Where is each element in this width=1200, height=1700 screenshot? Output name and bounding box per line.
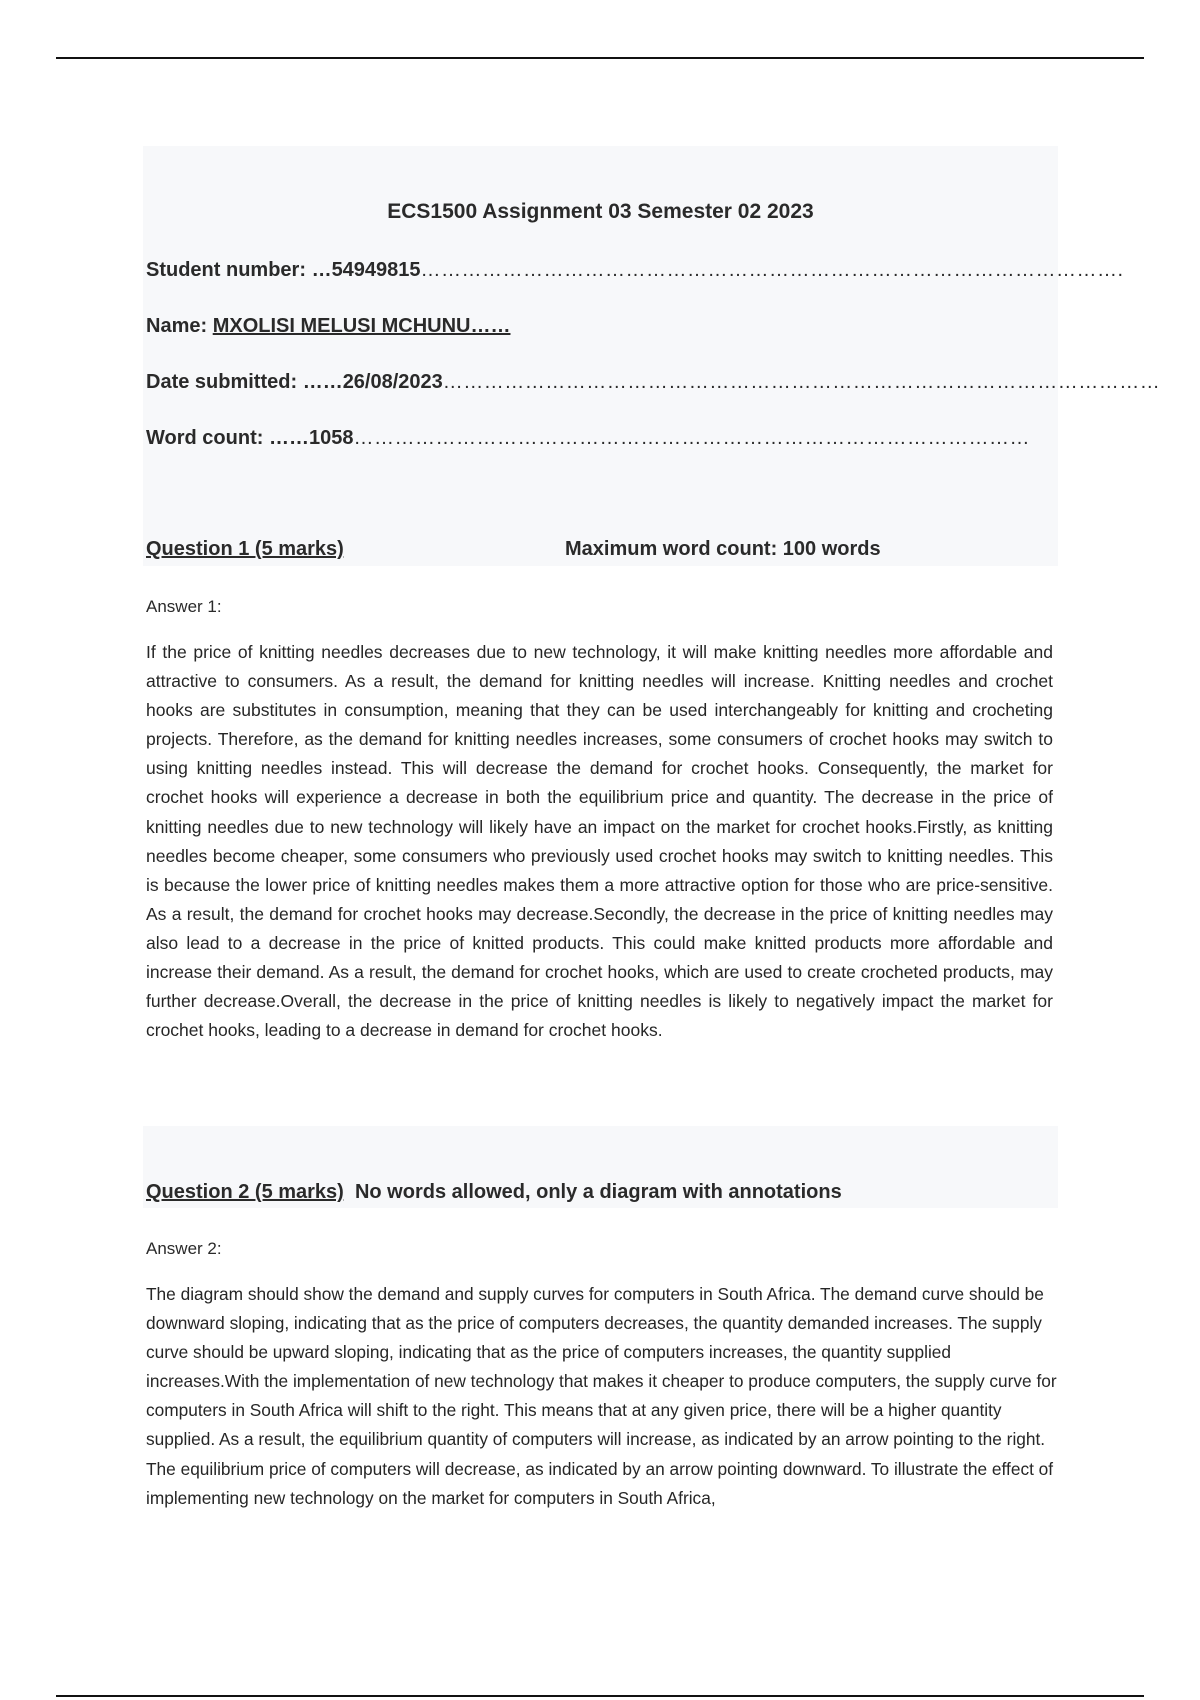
date-submitted-value: ……26/08/2023: [302, 371, 443, 393]
date-submitted-line: [146, 371, 1160, 394]
student-number-dots: ………………………………………………………………………………………….: [420, 259, 1124, 281]
answer-1-text: If the price of knitting needles decreases due to new technology, it will make knitting needles more affordable and attractive to consumers. As a result, the demand for knitting needles will increase. Knitting needles and crochet hooks are substitutes in consumption, meaning that they can be used interchangeably for knitting and crocheting projects. Therefore, as the demand for knitting needles increases, some consumers of crochet hooks may switch to using knitting needles instead. This will decrease the demand for crochet hooks. Consequently, the market for crochet hooks will experience a decrease in both the equilibrium price and quantity. The decrease in the price of knitting needles due to new technology will likely have an impact on the market for crochet hooks.Firstly, as knitting needles become cheaper, some consumers who previously used crochet hooks may switch to knitting needles. This is because the lower price of knitting needles makes them a more attractive option for those who are price-sensitive. As a result, the demand for crochet hooks may decrease.Secondly, the decrease in the price of knitting needles may also lead to a decrease in the price of knitted products. This could make knitted products more affordable and increase their demand. As a result, the demand for crochet hooks, which are used to create crocheted products, may further decrease.Overall, the decrease in the price of knitting needles is likely to negatively impact the market for crochet hooks, leading to a decrease in demand for crochet hooks.: [146, 642, 1053, 1041]
answer-1-label: Answer 1:: [146, 597, 222, 616]
word-count-value: ……1058: [268, 427, 354, 449]
name-value: MXOLISI MELUSI MCHUNU……: [212, 315, 511, 337]
question-2-label: Question 2 (5 marks): [146, 1181, 344, 1203]
question-1-heading: [146, 538, 344, 561]
student-number-label: Student number:: [146, 259, 306, 281]
bottom-divider: [56, 1695, 1144, 1697]
word-count-label: Word count:: [146, 427, 264, 449]
answer-2-text: The diagram should show the demand and supply curves for computers in South Africa. The demand curve should be downward sloping, indicating that as the price of computers decreases, the quantity demanded increases. The supply curve should be upward sloping, indicating that as the price of computers increases, the quantity supplied increases.With the implementation of new technology that makes it cheaper to produce computers, the supply curve for computers in South Africa will shift to the right. This means that at any given price, there will be a higher quantity supplied. As a result, the equilibrium quantity of computers will increase, as indicated by an arrow pointing to the right. The equilibrium price of computers will decrease, as indicated by an arrow pointing downward. To illustrate the effect of implementing new technology on the market for computers in South Africa,: [146, 1284, 1057, 1508]
assignment-title: ECS1500 Assignment 03 Semester 02 2023: [387, 200, 814, 223]
word-count-dots: ………………………………………………………………………………………: [353, 427, 1030, 449]
question-2-instruction: No words allowed, only a diagram with annotations: [354, 1181, 842, 1203]
name-line: [146, 315, 510, 338]
answer-2-label: Answer 2:: [146, 1239, 222, 1258]
name-label: Name:: [146, 315, 208, 337]
question-1-max-word-count: Maximum word count: 100 words: [565, 538, 881, 560]
student-number-line: [146, 259, 1124, 282]
date-submitted-dots: ……………………………………………………………………………………………: [442, 371, 1161, 393]
top-divider: [56, 57, 1144, 59]
word-count-line: [146, 427, 1030, 450]
question-2-heading: [146, 1181, 842, 1204]
student-number-value: …54949815: [311, 259, 421, 281]
date-submitted-label: Date submitted:: [146, 371, 298, 393]
question-1-label: Question 1 (5 marks): [146, 538, 344, 560]
